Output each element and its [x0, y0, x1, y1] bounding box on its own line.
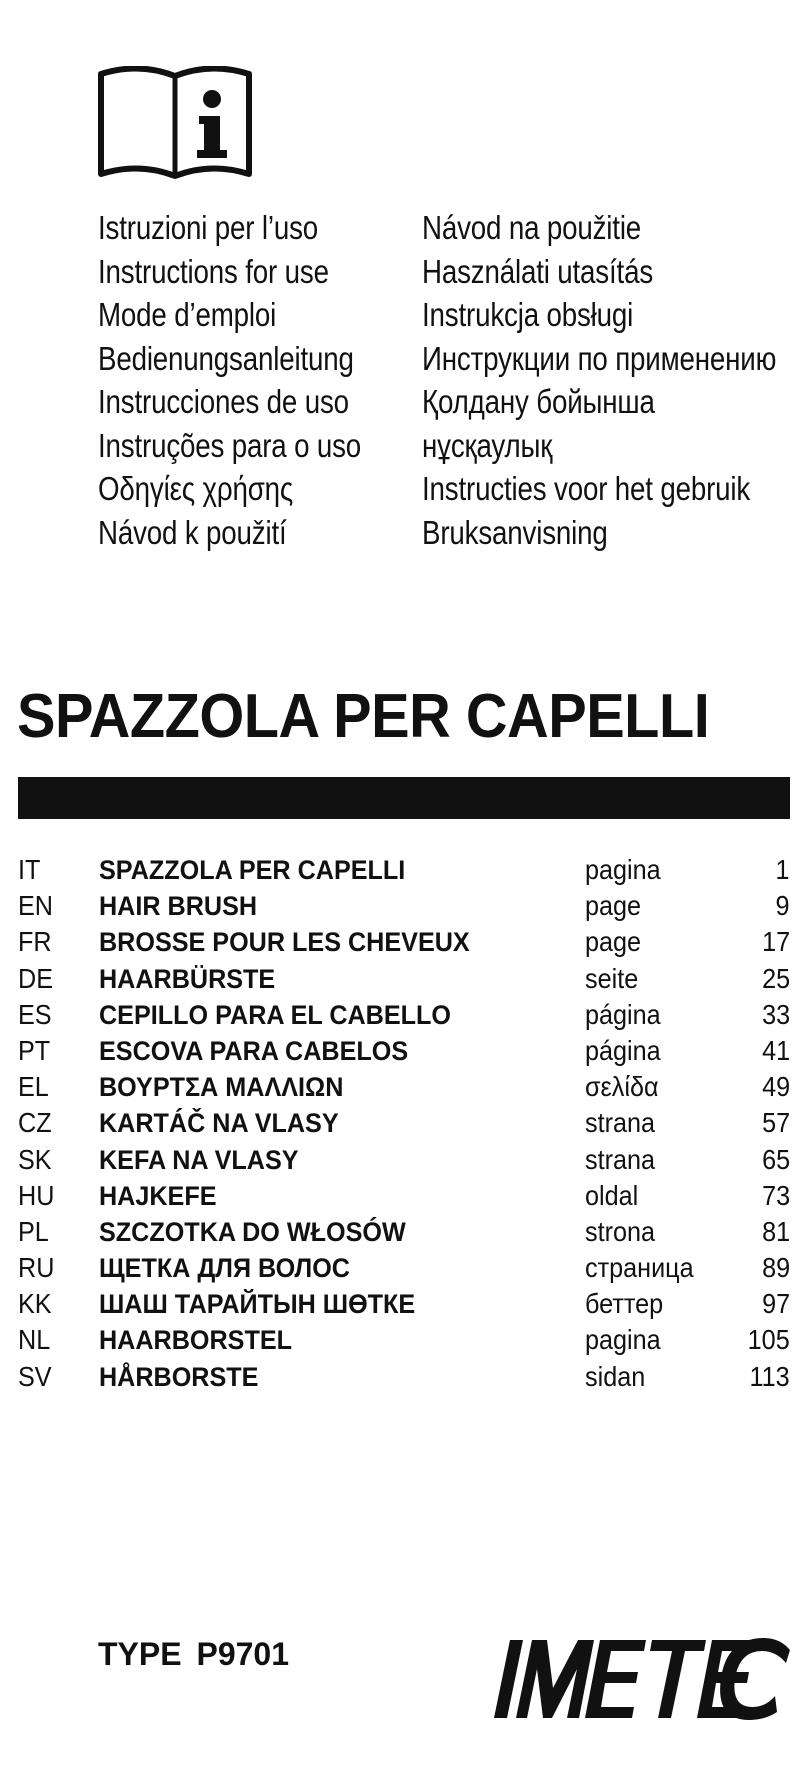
page-word: страница [585, 1252, 694, 1284]
instructions-item: Instructions for use [98, 252, 329, 290]
product-name: HAJKEFE [99, 1180, 217, 1211]
instructions-item: Instructies voor het gebruik [422, 470, 751, 507]
page-word: σελίδα [585, 1071, 659, 1103]
language-code: DE [18, 962, 54, 994]
index-row [18, 1214, 790, 1250]
index-row [18, 961, 790, 997]
index-row [18, 1322, 790, 1358]
info-manual-icon [97, 66, 253, 182]
instructions-item: Návod k použití [98, 513, 287, 551]
page-number: 41 [761, 1034, 790, 1066]
language-code: SK [18, 1143, 52, 1175]
instructions-item: Instrucciones de uso [98, 383, 349, 420]
language-index [18, 852, 790, 1395]
language-code: HU [18, 1179, 55, 1211]
language-code: EL [18, 1071, 49, 1103]
language-code: KK [18, 1288, 52, 1320]
language-code: EN [18, 890, 54, 922]
instructions-item: нұсқаулық [422, 426, 553, 464]
product-name: HAARBÜRSTE [99, 963, 276, 994]
product-name: ШАШ ТАРАЙТЫН ШӨТКЕ [99, 1289, 416, 1320]
instructions-item: Bruksanvisning [422, 513, 608, 551]
product-name: ESCOVA PARA CABELOS [99, 1035, 409, 1066]
page-word: strana [585, 1143, 656, 1175]
instructions-item: Инструкции по применению [422, 339, 777, 377]
page-title: SPAZZOLA PER CAPELLI [17, 682, 710, 751]
instructions-item: Návod na použitie [422, 209, 642, 246]
page-number: 81 [761, 1215, 790, 1247]
page-number: 9 [775, 890, 790, 922]
instructions-item: Қолдану бойынша [422, 383, 655, 420]
product-name: BROSSE POUR LES CHEVEUX [99, 927, 470, 958]
index-row [18, 1359, 790, 1395]
page-number: 17 [761, 926, 790, 958]
page-word: strana [585, 1107, 656, 1139]
instructions-item: Mode d’emploi [98, 296, 277, 333]
instructions-item: Használati utasítás [422, 252, 654, 290]
index-row [18, 1142, 790, 1178]
instructions-item: Istruzioni per l’uso [98, 209, 319, 246]
page-word: page [585, 890, 642, 922]
page-number: 105 [747, 1324, 790, 1356]
page-word: página [585, 998, 661, 1030]
product-name: KEFA NA VLASY [99, 1144, 299, 1175]
page-number: 65 [761, 1143, 790, 1175]
product-name: SPAZZOLA PER CAPELLI [99, 855, 406, 885]
page-word: strona [585, 1215, 656, 1247]
language-code: PL [18, 1215, 49, 1247]
instructions-item: Instrukcja obsługi [422, 296, 634, 333]
page-word: беттер [585, 1288, 664, 1320]
language-code: RU [18, 1252, 55, 1284]
index-row [18, 888, 790, 924]
index-row [18, 852, 790, 888]
page-number: 57 [761, 1107, 790, 1139]
page-number: 49 [761, 1071, 790, 1103]
product-name: ΒΟΥΡΤΣΑ ΜΑΛΛΙΩΝ [99, 1072, 344, 1103]
page-number: 73 [761, 1179, 790, 1211]
page-number: 1 [775, 854, 790, 885]
product-name: HÅRBORSTE [99, 1361, 259, 1392]
instructions-item: Bedienungsanleitung [98, 339, 354, 377]
product-name: HAIR BRUSH [99, 891, 258, 922]
instructions-item: Οδηγίες χρήσης [98, 470, 294, 507]
page-word: pagina [585, 1324, 661, 1356]
product-name: ЩЕТКА ДЛЯ ВОЛОС [99, 1253, 350, 1284]
page-number: 25 [761, 962, 790, 994]
product-name: KARTÁČ NA VLASY [99, 1108, 339, 1139]
language-code: ES [18, 998, 52, 1030]
index-row [18, 1286, 790, 1322]
instructions-item: Instruções para o uso [98, 426, 362, 464]
index-row [18, 1105, 790, 1141]
instructions-list-right [422, 206, 808, 554]
product-name: CEPILLO PARA EL CABELLO [99, 999, 452, 1030]
page-word: page [585, 926, 642, 958]
page-word: oldal [585, 1179, 639, 1211]
index-row [18, 1033, 790, 1069]
language-code: PT [18, 1034, 51, 1066]
product-name: SZCZOTKA DO WŁOSÓW [99, 1216, 406, 1247]
page-number: 113 [749, 1360, 790, 1392]
page-number: 97 [761, 1288, 790, 1320]
page-word: pagina [585, 854, 661, 885]
model-type-label: TYPE P9701 [98, 1636, 289, 1672]
brand-logo [494, 1636, 790, 1720]
page-word: seite [585, 962, 639, 994]
index-row [18, 1069, 790, 1105]
index-row [18, 924, 790, 960]
title-divider-bar [18, 777, 790, 819]
instructions-list-left [98, 206, 411, 554]
index-row [18, 1178, 790, 1214]
language-code: CZ [18, 1107, 52, 1139]
index-row [18, 997, 790, 1033]
page-number: 89 [761, 1252, 790, 1284]
language-code: SV [18, 1360, 52, 1392]
language-code: IT [18, 854, 41, 885]
page-word: sidan [585, 1360, 646, 1392]
page-number: 33 [761, 998, 790, 1030]
language-code: FR [18, 926, 52, 958]
page-word: página [585, 1034, 661, 1066]
language-code: NL [18, 1324, 51, 1356]
product-name: HAARBORSTEL [99, 1325, 293, 1356]
index-row [18, 1250, 790, 1286]
